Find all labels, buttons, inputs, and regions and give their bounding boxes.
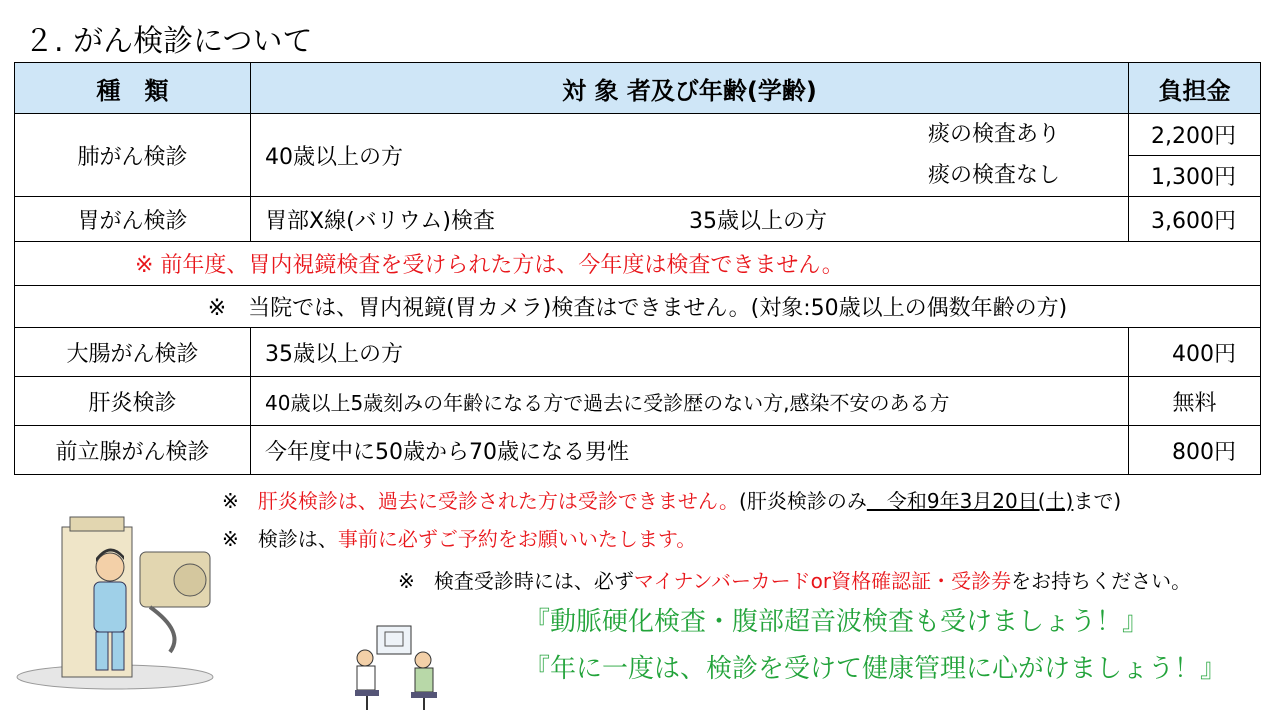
table-row-hepatitis — [15, 377, 1261, 426]
note-mark: ※ — [222, 527, 239, 551]
note-documents-b: をお持ちください。 — [1011, 569, 1192, 593]
hepatitis-target: 40歳以上5歳刻みの年齢になる方で過去に受診歴のない方,感染不安のある方 — [251, 377, 1129, 426]
header-type: 種 類 — [15, 63, 251, 114]
note-reservation-a: 検診は、 — [257, 527, 338, 551]
slogan-2: 『年に一度は、検診を受けて健康管理に心がけましょう！』 — [524, 654, 1227, 684]
note-reservation — [222, 523, 696, 552]
table-row-prostate — [15, 426, 1261, 475]
table-row-lung — [15, 114, 1261, 156]
slogan-1: 『動脈硬化検査・腹部超音波検査も受けましょう！』 — [524, 607, 1149, 637]
note-documents — [398, 565, 1191, 594]
header-cost: 負担金 — [1129, 63, 1261, 114]
header-target: 対 象 者及び年齢(学齢) — [251, 63, 1129, 114]
stomach-name: 胃がん検診 — [15, 197, 251, 242]
note-mark: ※ — [222, 489, 239, 513]
note-documents-red: マイナンバーカードor資格確認証・受診券 — [633, 569, 1012, 593]
screening-table — [14, 62, 1261, 475]
xray-illustration — [10, 512, 220, 692]
note-hepatitis-red: 肝炎検診は、過去に受診された方は受診できません。 — [257, 489, 740, 513]
table-header-row — [15, 63, 1261, 114]
prostate-name: 前立腺がん検診 — [15, 426, 251, 475]
lung-sputum-yes: 痰の検査あり — [928, 122, 1061, 147]
stomach-method: 胃部X線(バリウム)検査 — [265, 208, 496, 234]
lung-target-cell — [251, 114, 1129, 197]
stomach-target-cell — [251, 197, 1129, 242]
lung-cost-no: 1,300円 — [1129, 155, 1261, 197]
note-hepatitis-a: (肝炎検診のみ — [739, 489, 867, 513]
colon-target: 35歳以上の方 — [251, 328, 1129, 377]
table-row-note-red — [15, 242, 1261, 286]
prostate-target: 今年度中に50歳から70歳になる男性 — [251, 426, 1129, 475]
table-row-stomach — [15, 197, 1261, 242]
note-hepatitis-date: 令和9年3月20日(土) — [866, 489, 1074, 513]
colon-cost: 400円 — [1129, 328, 1261, 377]
hepatitis-name: 肝炎検診 — [15, 377, 251, 426]
stomach-cost: 3,600円 — [1129, 197, 1261, 242]
lung-sputum-no: 痰の検査なし — [928, 163, 1061, 188]
table-row-note-black — [15, 286, 1261, 328]
colon-name: 大腸がん検診 — [15, 328, 251, 377]
note-documents-a: 検査受診時には、必ず — [433, 569, 634, 593]
page-title: ２. がん検診について — [24, 24, 313, 59]
note-hepatitis-b: まで) — [1073, 489, 1122, 513]
table-row-colon — [15, 328, 1261, 377]
note-mark: ※ — [398, 569, 415, 593]
lung-name: 肺がん検診 — [15, 114, 251, 197]
prostate-cost: 800円 — [1129, 426, 1261, 475]
note-hepatitis — [222, 485, 1121, 514]
stomach-note-black: ※ 当院では、胃内視鏡(胃カメラ)検査はできません。(対象:50歳以上の偶数年齢の方) — [15, 286, 1261, 328]
lung-cost-yes: 2,200円 — [1129, 114, 1261, 156]
lung-target: 40歳以上の方 — [265, 144, 403, 170]
doctor-consultation-illustration — [345, 622, 445, 714]
stomach-note-red: ※ 前年度、胃内視鏡検査を受けられた方は、今年度は検査できません。 — [15, 242, 1261, 286]
stomach-age: 35歳以上の方 — [689, 208, 828, 234]
note-reservation-red: 事前に必ずご予約をお願いいたします。 — [337, 527, 697, 551]
hepatitis-cost: 無料 — [1129, 377, 1261, 426]
